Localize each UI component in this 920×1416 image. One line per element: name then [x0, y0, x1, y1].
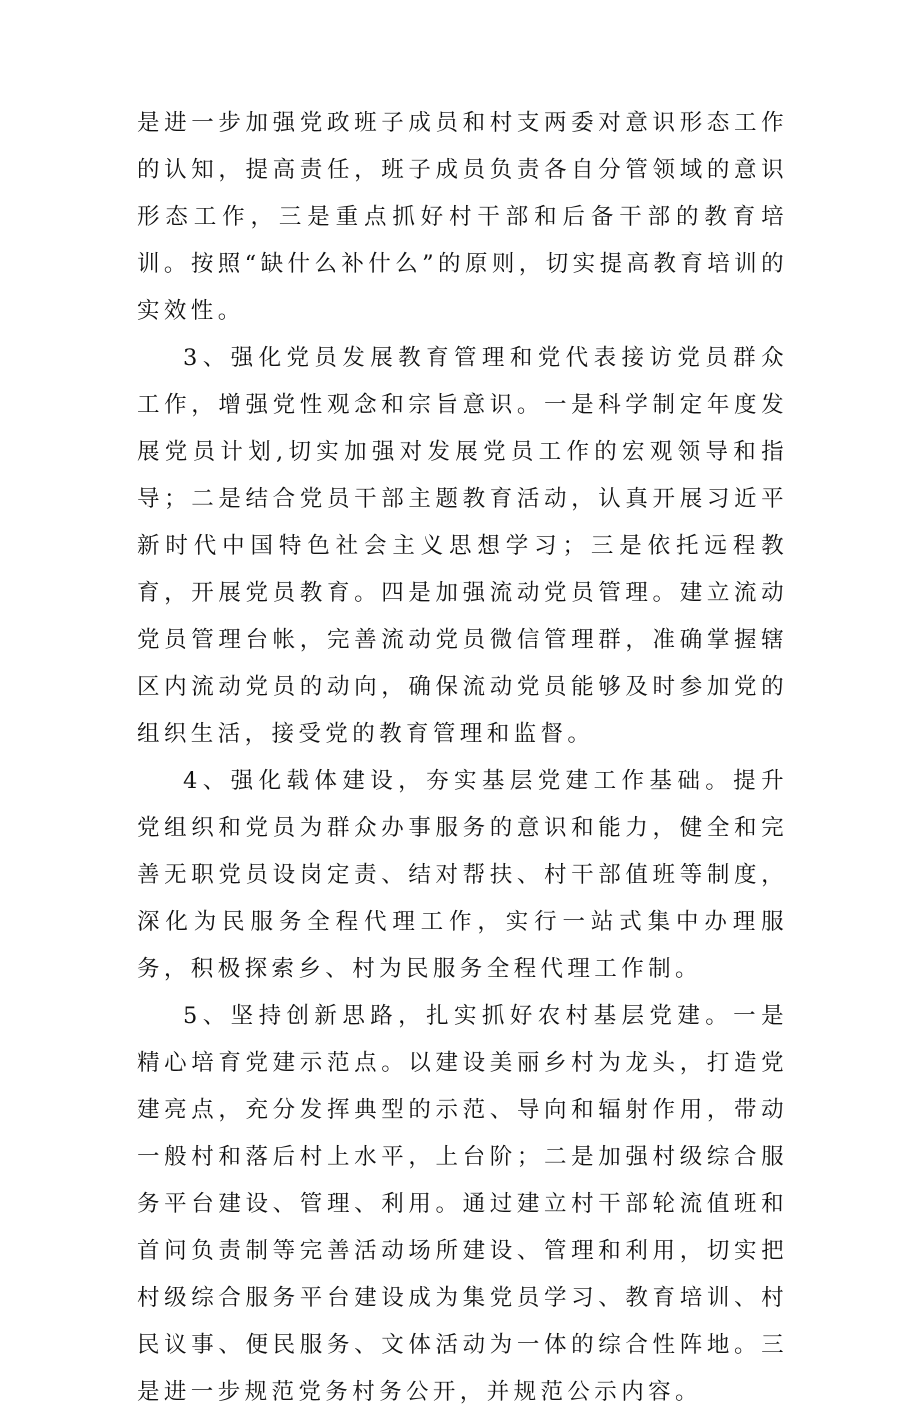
paragraph-item-4: 4、强化载体建设，夯实基层党建工作基础。提升党组织和党员为群众办事服务的意识和能力，健全和完善无职党员设岗定责、结对帮扶、村干部值班等制度，深化为民服务全程代理工作，实行一站式集中办理服务，积极探索乡、村为民服务全程代理工作制。	[137, 768, 788, 982]
paragraph-item-5: 5、坚持创新思路，扎实抓好农村基层党建。一是精心培育党建示范点。以建设美丽乡村为龙头，打造党建亮点，充分发挥典型的示范、导向和辐射作用，带动一般村和落后村上水平，上台阶；二是加强村级综合服务平台建设、管理、利用。通过建立村干部轮流值班和首问负责制等完善活动场所建设、管理和利用，切实把村级综合服务平台建设成为集党员学习、教育培训、村民议事、便民服务、文体活动为一体的综合性阵地。三是进一步规范党务村务公开，并规范公示内容。	[137, 1003, 788, 1405]
paragraph-item-3: 3、强化党员发展教育管理和党代表接访党员群众工作，增强党性观念和宗旨意识。一是科学制定年度发展党员计划,切实加强对发展党员工作的宏观领导和指导；二是结合党员干部主题教育活动，认真开展习近平新时代中国特色社会主义思想学习；三是依托远程教育，开展党员教育。四是加强流动党员管理。建立流动党员管理台帐，完善流动党员微信管理群，准确掌握辖区内流动党员的动向，确保流动党员能够及时参加党的组织生活，接受党的教育管理和监督。	[137, 345, 788, 747]
paragraph-continuation: 是进一步加强党政班子成员和村支两委对意识形态工作的认知，提高责任，班子成员负责各自分管领域的意识形态工作，三是重点抓好村干部和后备干部的教育培训。按照“缺什么补什么”的原则，切实提高教育培训的实效性。	[137, 110, 788, 324]
